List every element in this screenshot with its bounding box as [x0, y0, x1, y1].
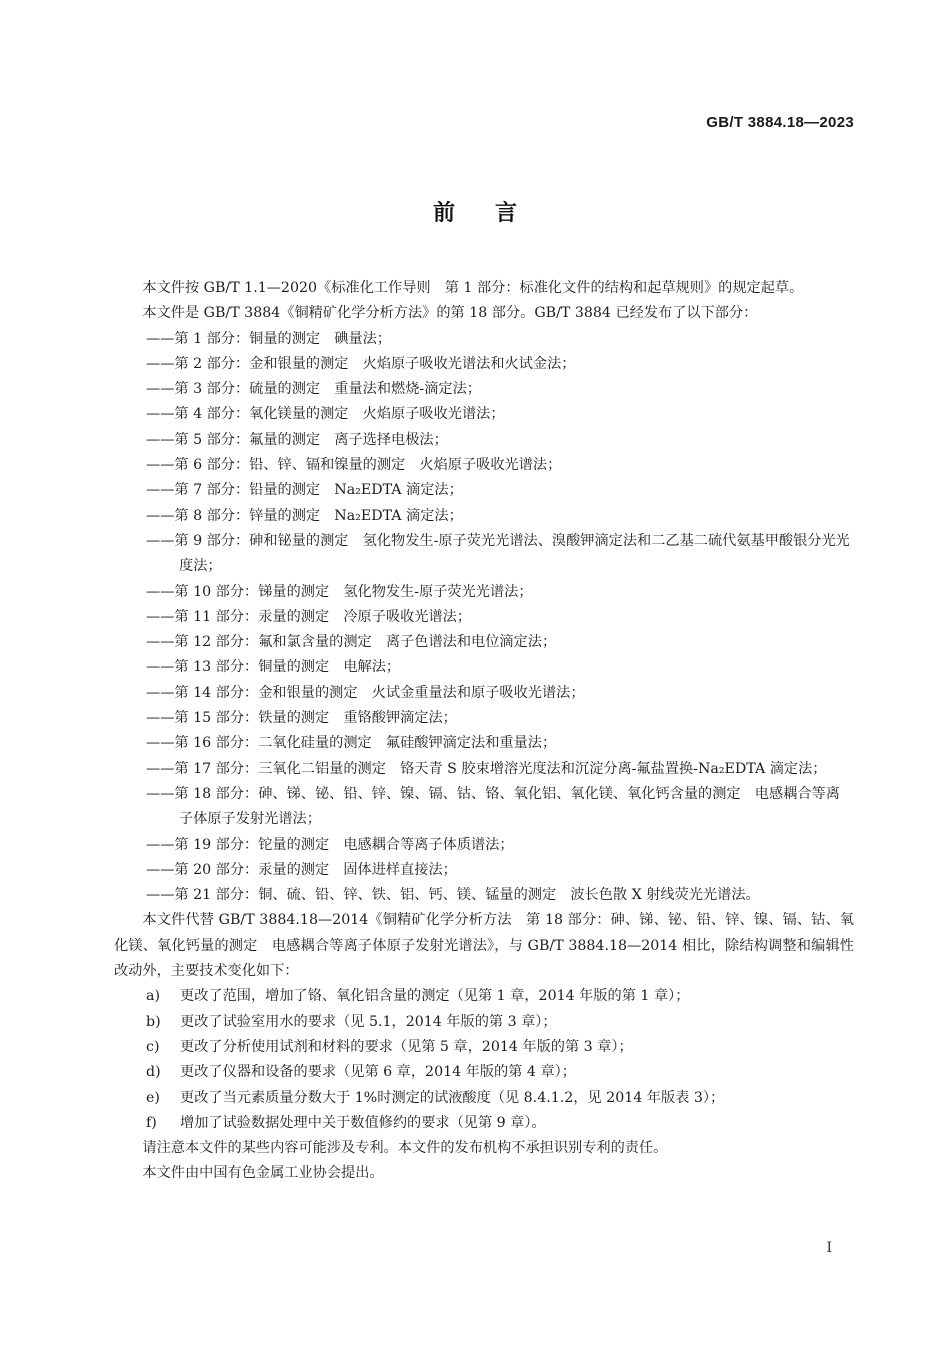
- part-item: ——第 17 部分：三氧化二铝量的测定 铬天青 S 胶束增溶光度法和沉淀分离-氟盐置换-Na₂EDTA 滴定法；: [146, 760, 827, 777]
- change-text: 更改了范围，增加了铬、氧化铝含量的测定（见第 1 章，2014 年版的第 1 章）；: [180, 988, 690, 1005]
- part-item: ——第 12 部分：氟和氯含量的测定 离子色谱法和电位滴定法；: [146, 634, 557, 651]
- change-marker: a): [146, 988, 160, 1005]
- part-item: ——第 7 部分：铅量的测定 Na₂EDTA 滴定法；: [146, 482, 463, 499]
- change-item: [114, 1060, 854, 1085]
- standard-number: GB/T 3884.18—2023: [706, 114, 854, 131]
- change-marker: b): [146, 1013, 161, 1030]
- part-item: ——第 15 部分：铁量的测定 重铬酸钾滴定法；: [146, 710, 457, 727]
- change-marker: c): [146, 1038, 160, 1055]
- part-item: ——第 3 部分：硫量的测定 重量法和燃烧-滴定法；: [146, 381, 481, 398]
- part-item: ——第 6 部分：铅、锌、镉和镍量的测定 火焰原子吸收光谱法；: [146, 457, 562, 474]
- change-text: 更改了当元素质量分数大于 1%时测定的试液酸度（见 8.4.1.2，见 2014 年版表 3）；: [180, 1089, 725, 1106]
- part-item: ——第 10 部分：锑量的测定 氢化物发生-原子荧光光谱法；: [146, 583, 533, 600]
- page-title: 前言: [432, 201, 557, 226]
- replace-paragraph: 本文件代替 GB/T 3884.18—2014《铜精矿化学分析方法 第 18 部分：砷、锑、铋、铅、锌、镍、镉、钴、氧化镁、氧化钙量的测定 电感耦合等离子体原子发射光谱法》，与 GB/T 3884.18—2014 相比，除结构调整和编辑性改动外，主要技术变化如下：: [114, 912, 854, 980]
- part-item: ——第 20 部分：汞量的测定 固体进样直接法；: [146, 861, 457, 878]
- part-item: ——第 21 部分：铜、硫、铅、锌、铁、铝、钙、镁、锰量的测定 波长色散 X 射线荧光光谱法。: [146, 887, 760, 904]
- change-item: [114, 984, 854, 1009]
- part-item: ——第 14 部分：金和银量的测定 火试金重量法和原子吸收光谱法；: [146, 684, 585, 701]
- part-item: ——第 2 部分：金和银量的测定 火焰原子吸收光谱法和火试金法；: [146, 355, 576, 372]
- change-text: 增加了试验数据处理中关于数值修约的要求（见第 9 章）。: [180, 1114, 546, 1131]
- part-item: ——第 18 部分：砷、锑、铋、铅、锌、镍、镉、钴、铬、氧化铝、氧化镁、氧化钙含量的测定 电感耦合等离子体原子发射光谱法；: [146, 785, 840, 828]
- part-item: ——第 1 部分：铜量的测定 碘量法；: [146, 330, 392, 347]
- part-item: ——第 16 部分：二氧化硅量的测定 氟硅酸钾滴定法和重量法；: [146, 735, 557, 752]
- change-text: 更改了分析使用试剂和材料的要求（见第 5 章，2014 年版的第 3 章）；: [180, 1038, 633, 1055]
- change-text: 更改了试验室用水的要求（见 5.1，2014 年版的第 3 章）；: [180, 1013, 557, 1030]
- document-body: [114, 276, 854, 1187]
- change-item: [114, 1111, 854, 1136]
- closing-paragraph: 本文件由中国有色金属工业协会提出。: [142, 1165, 384, 1182]
- intro-paragraph: 本文件是 GB/T 3884《铜精矿化学分析方法》的第 18 部分。GB/T 3884 已经发布了以下部分：: [142, 305, 758, 322]
- change-item: [114, 1035, 854, 1060]
- closing-paragraph: 请注意本文件的某些内容可能涉及专利。本文件的发布机构不承担识别专利的责任。: [142, 1140, 668, 1157]
- part-item: ——第 5 部分：氟量的测定 离子选择电极法；: [146, 431, 448, 448]
- change-item: [114, 1010, 854, 1035]
- part-item: ——第 8 部分：锌量的测定 Na₂EDTA 滴定法；: [146, 507, 463, 524]
- change-marker: d): [146, 1064, 161, 1081]
- part-item: ——第 4 部分：氧化镁量的测定 火焰原子吸收光谱法；: [146, 406, 505, 423]
- change-text: 更改了仪器和设备的要求（见第 6 章，2014 年版的第 4 章）；: [180, 1064, 576, 1081]
- change-item: [114, 1086, 854, 1111]
- intro-paragraph: 本文件按 GB/T 1.1—2020《标准化工作导则 第 1 部分：标准化文件的结构和起草规则》的规定起草。: [142, 280, 804, 296]
- part-item: ——第 13 部分：铜量的测定 电解法；: [146, 659, 401, 676]
- change-marker: e): [146, 1089, 160, 1106]
- part-item: ——第 9 部分：砷和铋量的测定 氢化物发生-原子荧光光谱法、溴酸钾滴定法和二乙基二硫代氨基甲酸银分光光度法；: [146, 532, 850, 575]
- part-item: ——第 19 部分：铊量的测定 电感耦合等离子体质谱法；: [146, 836, 514, 853]
- part-item: ——第 11 部分：汞量的测定 冷原子吸收光谱法；: [146, 608, 472, 625]
- change-marker: f): [146, 1114, 157, 1131]
- page-number: I: [826, 1240, 832, 1256]
